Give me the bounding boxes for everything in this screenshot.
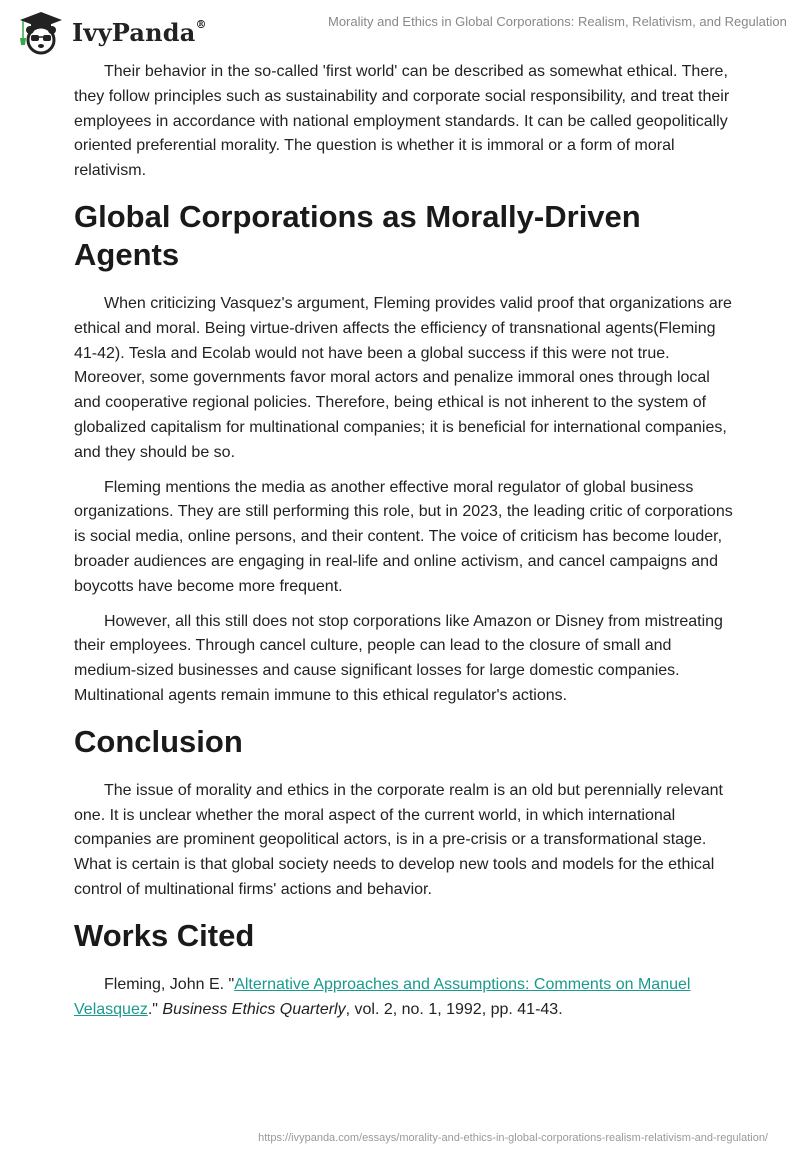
body-paragraph: When criticizing Vasquez's argument, Fleming provides valid proof that organizations are ethical and moral. Being virtue-driven affects the efficiency of transnational agents(Fleming 41-42). Tesla and Ecolab would not have been a global success if this were not true. Moreover, some governments favor moral actors and penalize immoral ones through local and cooperative regional policies. Therefore, being ethical is not inherent to the system of globalized capitalism for multinational companies; it is beneficial for international companies, and they should be so.: [74, 294, 732, 461]
panda-graduate-icon: [16, 8, 66, 56]
body-paragraph: However, all this still does not stop corporations like Amazon or Disney from mistreating their employees. Through cancel culture, people can lead to the closure of small and medium-sized businesses and cause significant losses for large domestic companies. Multinational agents remain immune to this ethical regulator's actions.: [74, 612, 723, 704]
section-heading: Works Cited: [74, 917, 255, 953]
document-title: Morality and Ethics in Global Corporations: Realism, Relativism, and Regulation: [328, 14, 787, 29]
source-url[interactable]: https://ivypanda.com/essays/morality-and-ethics-in-global-corporations-realism-relativism-and-regulation/: [258, 1132, 768, 1144]
intro-paragraph: Their behavior in the so-called 'first world' can be described as somewhat ethical. There, they follow principles such as sustainability and corporate social responsibility, and treat their employees in accordance with national employment standards. It can be called geopolitically oriented preferential morality. The question is whether it is immoral or a form of moral relativism.: [74, 63, 730, 180]
body-paragraph: Fleming mentions the media as another effective moral regulator of global business organizations. They are still performing this role, but in 2023, the leading critic of corporations is social media, online persons, and their content. The voice of criticism has become louder, broader audiences are engaging in real-life and online activism, and cancel campaigns and boycotts have become more frequent.: [74, 478, 733, 595]
page-header: [0, 0, 800, 50]
section-heading: Global Corporations as Morally-Driven Agents: [74, 198, 641, 272]
ivypanda-logo[interactable]: [16, 8, 207, 56]
body-paragraph: The issue of morality and ethics in the corporate realm is an old but perennially relevant one. It is unclear whether the moral aspect of the current world, in which international companies are prominent geopolitical actors, is in a pre-crisis or a transformational stage. What is certain is that global society needs to develop new tools and models for the ethical control of multinational firms' actions and behavior.: [74, 781, 723, 898]
logo-text: IvyPanda®: [72, 17, 207, 47]
citation-entry: Fleming, John E. "Alternative Approaches and Assumptions: Comments on Manuel Velasquez." Business Ethics Quarterly, vol. 2, no. 1, 1992, pp. 41-43.: [74, 975, 691, 1018]
section-heading: Conclusion: [74, 723, 243, 759]
essay-content: [74, 60, 734, 1032]
journal-title: Business Ethics Quarterly: [162, 1000, 346, 1018]
citation-link[interactable]: Alternative Approaches and Assumptions: Comments on Manuel Velasquez: [74, 975, 691, 1018]
